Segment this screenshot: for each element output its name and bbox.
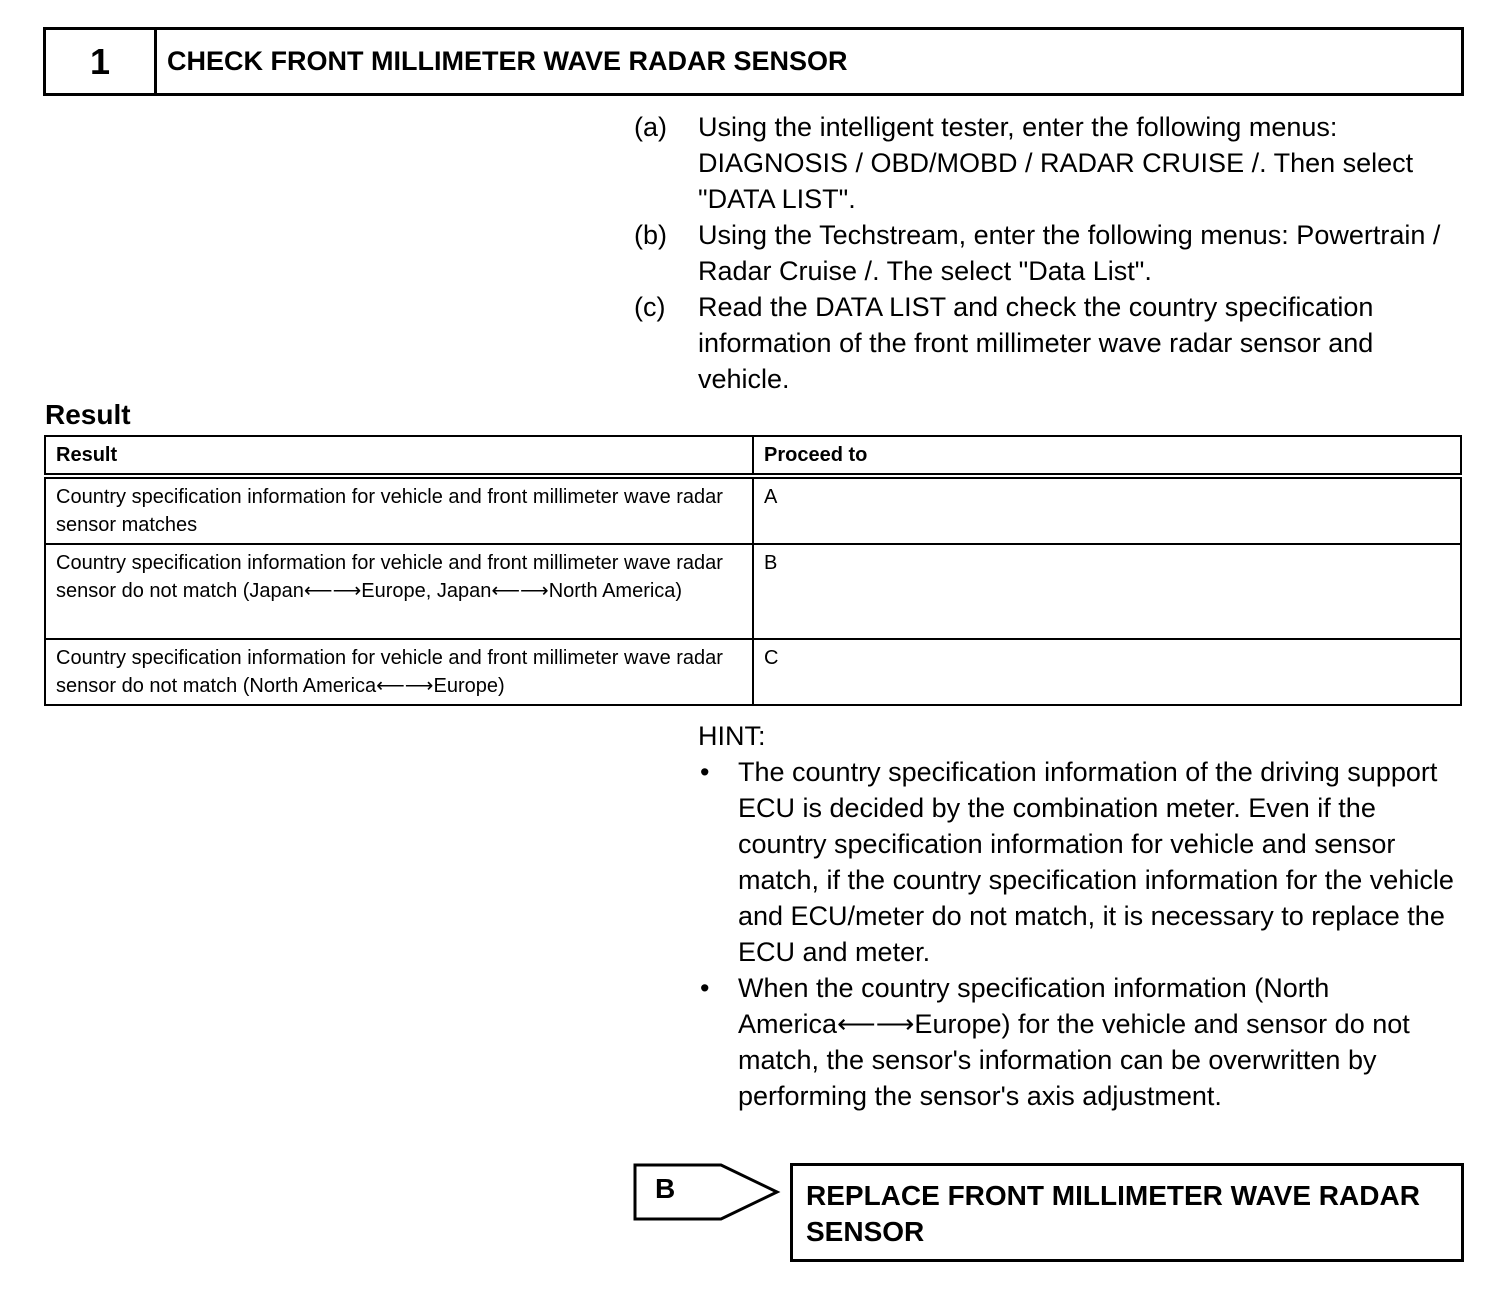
bullet-icon: • bbox=[700, 757, 710, 787]
hint-label: HINT: bbox=[698, 721, 766, 751]
proceed-cell: A bbox=[753, 476, 1461, 544]
procedure-marker: (c) bbox=[634, 292, 666, 322]
column-header-result: Result bbox=[45, 436, 753, 476]
result-table bbox=[44, 435, 1462, 706]
table-row bbox=[45, 544, 1461, 639]
result-cell: Country specification information for vehicle and front millimeter wave radar sensor do not match (North America⟵⟶Europe) bbox=[45, 639, 753, 705]
hint-item bbox=[698, 754, 1464, 970]
proceed-cell: B bbox=[753, 544, 1461, 639]
procedure-item bbox=[634, 289, 1464, 397]
procedure-marker: (a) bbox=[634, 112, 667, 142]
procedure-text: Read the DATA LIST and check the country specification information of the front millimeter wave radar sensor and vehicle. bbox=[698, 292, 1374, 394]
procedure-item bbox=[634, 109, 1464, 217]
hint-text: When the country specification information (North America⟵⟶Europe) for the vehicle and sensor do not match, the sensor's information can be overwritten by performing the sensor's axis adjustment. bbox=[738, 973, 1410, 1111]
branch-letter: B bbox=[655, 1173, 676, 1204]
procedure-text: Using the Techstream, enter the following menus: Powertrain / Radar Cruise /. The select "Data List". bbox=[698, 220, 1441, 286]
table-header-row bbox=[45, 436, 1461, 476]
step-header bbox=[43, 27, 1464, 96]
proceed-cell: C bbox=[753, 639, 1461, 705]
result-cell: Country specification information for vehicle and front millimeter wave radar sensor matches bbox=[45, 476, 753, 544]
procedure-marker: (b) bbox=[634, 220, 667, 250]
hint-section bbox=[698, 718, 1464, 1114]
procedure-list bbox=[634, 109, 1464, 397]
column-header-proceed: Proceed to bbox=[753, 436, 1461, 476]
hint-text: The country specification information of the driving support ECU is decided by the combination meter. Even if the country specification information for vehicle and sensor match, if the country specification information for the vehicle and ECU/meter do not match, it is necessary to replace the ECU and meter. bbox=[738, 757, 1454, 967]
table-row bbox=[45, 476, 1461, 544]
result-heading: Result bbox=[45, 399, 131, 430]
bullet-icon: • bbox=[700, 973, 710, 1003]
action-box: REPLACE FRONT MILLIMETER WAVE RADAR SENSOR bbox=[790, 1163, 1464, 1262]
procedure-text: Using the intelligent tester, enter the following menus: DIAGNOSIS / OBD/MOBD / RADAR CRUISE /. Then select "DATA LIST". bbox=[698, 112, 1414, 214]
step-number: 1 bbox=[46, 30, 157, 93]
table-row bbox=[45, 639, 1461, 705]
step-title: CHECK FRONT MILLIMETER WAVE RADAR SENSOR bbox=[167, 46, 848, 76]
procedure-item bbox=[634, 217, 1464, 289]
hint-item bbox=[698, 970, 1464, 1114]
result-cell: Country specification information for vehicle and front millimeter wave radar sensor do not match (Japan⟵⟶Europe, Japan⟵⟶North America) bbox=[45, 544, 753, 639]
